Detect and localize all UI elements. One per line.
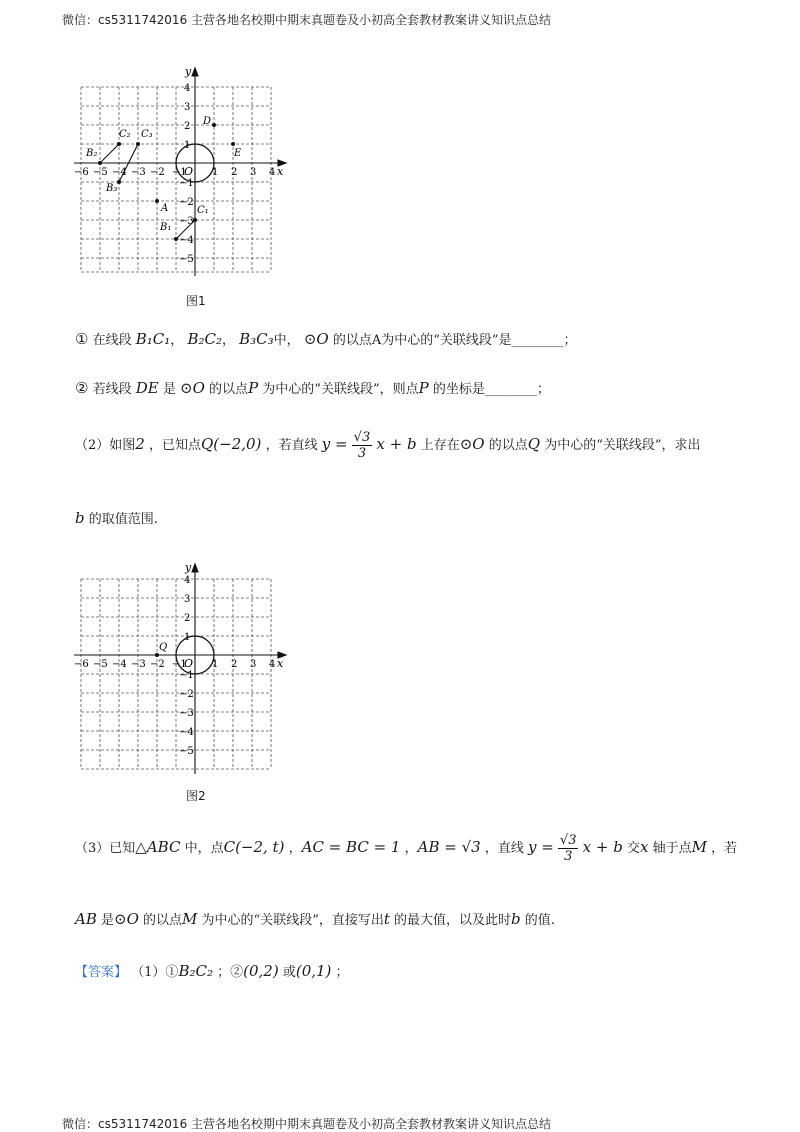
svg-text:1: 1 xyxy=(184,632,191,643)
origin-label: O xyxy=(184,165,194,178)
svg-text:1: 1 xyxy=(212,659,219,670)
svg-text:−4: −4 xyxy=(112,167,127,178)
svg-text:2: 2 xyxy=(231,167,238,178)
figure-1-plot xyxy=(72,64,292,279)
point-q-label: Q xyxy=(159,642,168,653)
svg-text:−5: −5 xyxy=(93,167,108,178)
question-3-cont: AB 是⊙O 的以点M 为中心的“关联线段”，直接写出t 的最大值，以及此时b 的值. xyxy=(75,910,555,928)
figure-2 xyxy=(72,562,292,777)
axis-x-label: x xyxy=(277,657,284,670)
point-q xyxy=(155,653,159,657)
axis-y-label: y xyxy=(185,65,192,78)
svg-text:−6: −6 xyxy=(74,659,89,670)
svg-text:−4: −4 xyxy=(179,235,194,246)
footer-watermark: 微信：cs5311742016 主营各地名校期中期末真题卷及小初高全套教材教案讲义知识点总结 xyxy=(62,1117,552,1131)
question-2: （2）如图2 ，已知点Q(−2,0) ，若直线 y = $\frac{√3}{3}$ x + b 上存在⊙O 的以点Q 为中心的“关联线段”，求出 xyxy=(75,430,701,461)
svg-text:−3: −3 xyxy=(131,167,146,178)
question-1-1: ① 在线段 B₁C₁， B₂C₂， B₃C₃中， ⊙O 的以点A为中心的“关联线段”是________； xyxy=(75,330,577,348)
svg-text:−2: −2 xyxy=(150,167,165,178)
svg-text:B₃: B₃ xyxy=(106,183,118,194)
svg-text:D: D xyxy=(203,116,212,127)
svg-text:−1: −1 xyxy=(179,670,194,681)
svg-text:B₁: B₁ xyxy=(160,222,172,233)
figure-2-plot xyxy=(72,562,292,777)
svg-text:E: E xyxy=(234,148,242,159)
svg-text:−4: −4 xyxy=(112,659,127,670)
grid xyxy=(81,579,271,769)
svg-text:−5: −5 xyxy=(179,254,194,265)
axis-x-label: x xyxy=(277,165,284,178)
svg-text:3: 3 xyxy=(250,167,257,178)
svg-text:4: 4 xyxy=(269,167,276,178)
svg-text:−2: −2 xyxy=(150,659,165,670)
svg-text:−3: −3 xyxy=(179,708,194,719)
svg-text:−2: −2 xyxy=(179,689,194,700)
question-3: （3）已知△ABC 中，点C(−2, t) ，AC = BC = 1 ，AB = √3 ，直线 y = $\frac{√3}{3}$ x + b 交x 轴于点M ，若 xyxy=(75,833,738,864)
svg-text:−4: −4 xyxy=(179,727,194,738)
svg-text:−3: −3 xyxy=(179,216,194,227)
svg-text:1: 1 xyxy=(184,140,191,151)
svg-text:C₂: C₂ xyxy=(119,129,131,140)
svg-text:3: 3 xyxy=(250,659,257,670)
svg-text:−1: −1 xyxy=(172,167,187,178)
svg-text:−5: −5 xyxy=(93,659,108,670)
figure-1 xyxy=(72,64,292,279)
grid xyxy=(81,87,271,272)
axis-y-label: y xyxy=(185,562,192,574)
svg-text:−3: −3 xyxy=(131,659,146,670)
svg-text:2: 2 xyxy=(231,659,238,670)
svg-text:4: 4 xyxy=(184,83,191,94)
svg-text:B₂: B₂ xyxy=(86,148,98,159)
answer-tag: 【答案】 xyxy=(75,965,128,980)
x-tick-labels xyxy=(74,659,275,670)
x-tick-labels xyxy=(74,167,275,178)
header-watermark: 微信：cs5311742016 主营各地名校期中期末真题卷及小初高全套教材教案讲义知识点总结 xyxy=(62,13,552,27)
svg-text:4: 4 xyxy=(184,575,191,586)
figure-2-caption: 图2 xyxy=(186,789,206,803)
origin-label: O xyxy=(184,657,194,670)
svg-text:−6: −6 xyxy=(74,167,89,178)
svg-text:4: 4 xyxy=(269,659,276,670)
svg-text:−5: −5 xyxy=(179,746,194,757)
svg-text:1: 1 xyxy=(212,167,219,178)
svg-text:−1: −1 xyxy=(172,659,187,670)
svg-text:−1: −1 xyxy=(179,178,194,189)
svg-text:A: A xyxy=(161,203,169,214)
svg-text:3: 3 xyxy=(184,594,191,605)
svg-text:2: 2 xyxy=(184,121,191,132)
question-1-2: ② 若线段 DE 是 ⊙O 的以点P 为中心的“关联线段”，则点P 的坐标是________； xyxy=(75,379,550,397)
svg-text:−2: −2 xyxy=(179,197,194,208)
question-2-cont: b 的取值范围. xyxy=(75,509,158,527)
svg-text:2: 2 xyxy=(184,613,191,624)
figure-1-caption: 图1 xyxy=(186,294,206,308)
svg-text:C₃: C₃ xyxy=(141,129,153,140)
svg-text:3: 3 xyxy=(184,102,191,113)
answer-line: 【答案】 （1）①B₂C₂ ；②(0,2) 或(0,1) ； xyxy=(75,962,349,980)
svg-text:C₁: C₁ xyxy=(197,205,209,216)
